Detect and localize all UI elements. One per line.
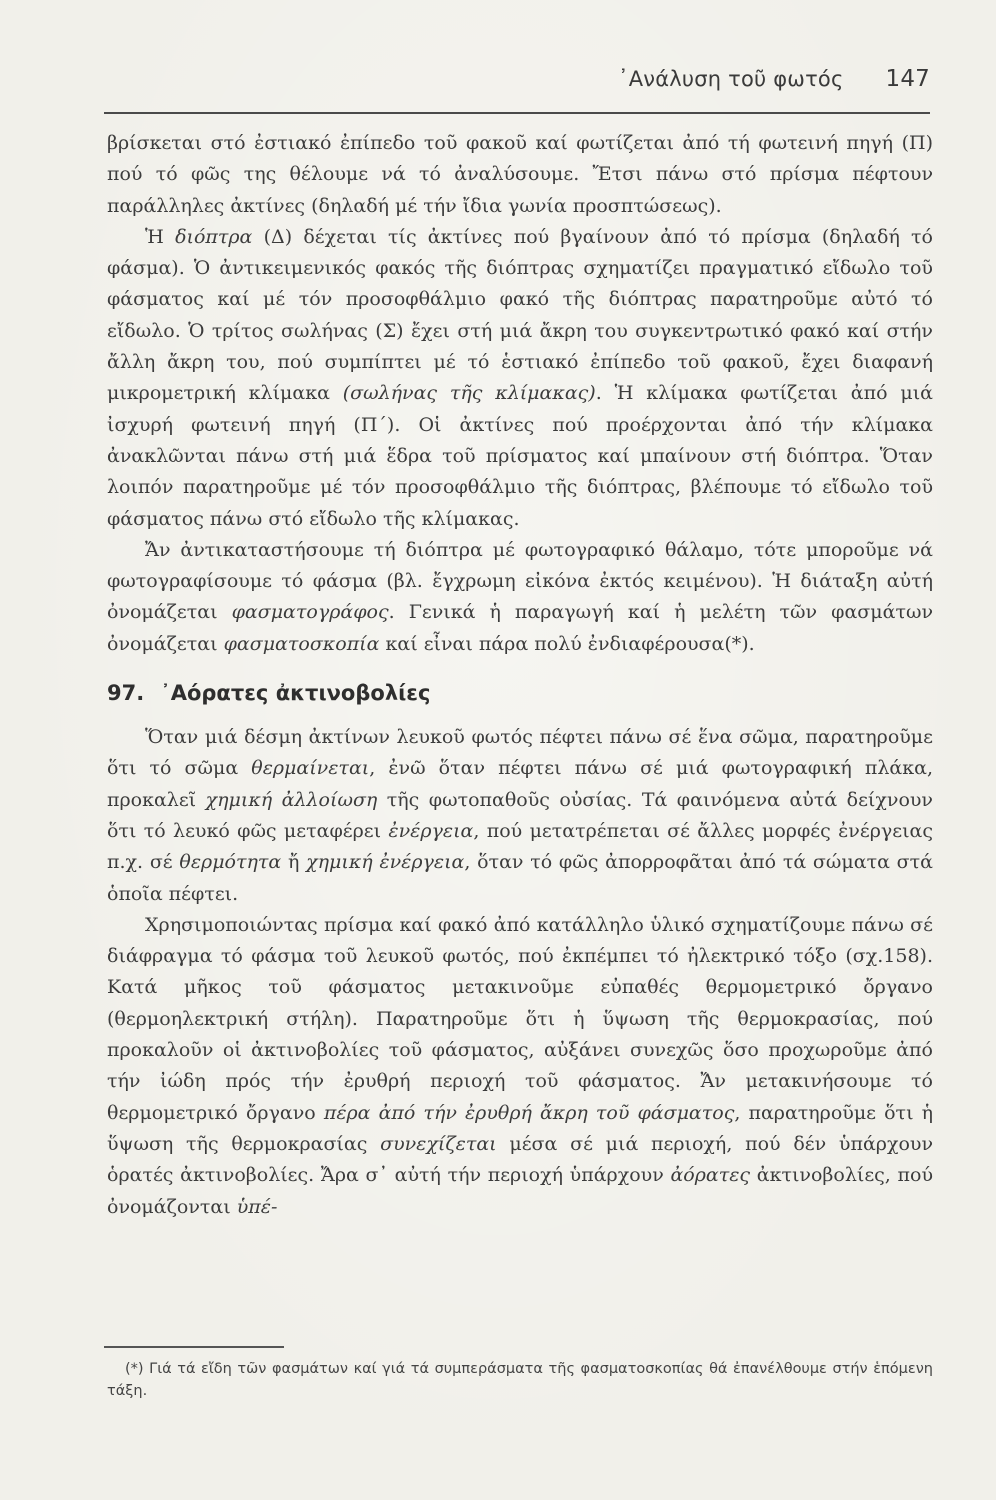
text-run: Ὅταν μιά δέσμη ἀκτίνων λευκοῦ φωτός πέφτει πάνω σέ ἕνα σῶμα, παρατηροῦμε ὅτι τό σῶμα (107, 726, 933, 780)
paragraph (107, 222, 933, 535)
text-run: καί εἶναι πάρα πολύ ἐνδιαφέρουσα(*). (379, 632, 755, 655)
paragraph (107, 535, 933, 660)
text-run: Χρησιμοποιώντας πρίσμα καί φακό ἀπό κατάλληλο ὑλικό σχηματίζουμε πάνω σέ διάφραγμα τό φάσμα τοῦ λευκοῦ φωτός, πού ἐκπέμπει τό ἠλεκτρικό τόξο (σχ.158). Κατά μῆκος τοῦ φάσματος μετακινοῦμε εὐπαθές θερμομετρικό ὄργανο (θερμοηλεκτρική στήλη). Παρατηροῦμε ὅτι ἡ ὕψωση τῆς θερμοκρασίας, πού προκαλοῦν οἱ ἀκτινοβολίες τοῦ φάσματος, αὐξάνει συνεχῶς ὅσο προχωροῦμε ἀπό τήν ἰώδη πρός τήν ἐρυθρή περιοχή τοῦ φάσματος. Ἄν μετακινήσουμε τό θερμομετρικό ὄργανο (107, 913, 933, 1124)
text-run: , πού μετατρέπεται σέ ἄλλες μορφές ἐνέργειας π.χ. σέ (107, 819, 933, 874)
text-run: . Γενικά ἡ παραγωγή καί ἡ μελέτη τῶν φασμάτων ὀνομάζεται (107, 601, 933, 655)
text-run: ἀκτινοβολίες, πού ὀνομάζονται (107, 1164, 934, 1218)
italic-term: θερμότητα (179, 851, 282, 874)
section-number: 97. (107, 681, 145, 706)
italic-term: θερμαίνεται (251, 757, 370, 780)
italic-term: πέρα ἀπό τήν ἐρυθρή ἄκρη τοῦ φάσματος (323, 1101, 735, 1124)
text-run: , ὅταν τό φῶς ἀπορροφᾶται ἀπό τά σώματα στά ὁποῖα πέφτει. (107, 851, 933, 905)
paragraph (107, 910, 933, 1223)
text-run: , ἐνῶ ὅταν πέφτει πάνω σέ μιά φωτογραφική πλάκα, προκαλεῖ (107, 757, 933, 811)
text-run: Ἄν ἀντικαταστήσουμε τή διόπτρα μέ φωτογραφικό θάλαμο, τότε μποροῦμε νά φωτογραφίσουμε τό φάσμα (βλ. ἔγχρωμη εἰκόνα ἐκτός κειμένου). Ἡ διάταξη αὐτή ὀνομάζεται (107, 538, 933, 624)
running-title: ᾿Ανάλυση τοῦ φωτός (618, 67, 844, 91)
italic-term: χημική ἀλλοίωση (205, 788, 378, 811)
text-run: (Δ) δέχεται τίς ἀκτίνες πού βγαίνουν ἀπό τό πρίσμα (δηλαδή τό φάσμα). Ὁ ἀντικειμενικός φακός τῆς διόπτρας σχηματίζει πραγματικό εἴδωλο τοῦ φάσματος καί μέ τόν προσοφθάλμιο φακό τῆς διόπτρας παρατηροῦμε αὐτό τό εἴδωλο. Ὁ τρίτος σωλήνας (Σ) ἔχει στή μιά ἄκρη του συγκεντρωτικό φακό καί στήν ἄλλη ἄκρη του, πού συμπίπτει μέ τό ἑστιακό ἐπίπεδο τοῦ φακοῦ, ἔχει διαφανή μικρομετρική κλίμακα (107, 225, 933, 405)
section-heading (107, 676, 933, 710)
italic-term: (σωλήνας τῆς κλίμακας) (342, 382, 596, 405)
section-paragraphs (107, 722, 933, 1223)
text-run: μέσα σέ μιά περιοχή, πού δέν ὑπάρχουν ὁρατές ἀκτινοβολίες. Ἄρα σ᾿ αὐτή τήν περιοχή ὑπάρχουν (107, 1132, 933, 1187)
text-run: . Ἡ κλίμακα φωτίζεται ἀπό μιά ἰσχυρή φωτεινή πηγή (Π΄). Οἱ ἀκτίνες πού προέρχονται ἀπό τήν κλίμακα ἀνακλῶνται πάνω στή μιά ἕδρα τοῦ πρίσματος καί μπαίνουν στή διόπτρα. Ὅταν λοιπόν παρατηροῦμε μέ τόν προσοφθάλμιο τῆς διόπτρας, βλέπουμε τό εἴδωλο τοῦ φάσματος πάνω στό εἴδωλο τῆς κλίμακας. (107, 382, 933, 530)
italic-term: συνεχίζεται (380, 1132, 497, 1155)
body-text (107, 128, 933, 1223)
section-title: ᾿Αόρατες ἀκτινοβολίες (160, 681, 431, 706)
italic-term: χημική ἐνέργεια (306, 851, 465, 874)
paragraph (107, 722, 933, 910)
paragraph (107, 128, 933, 222)
italic-term: ὑπέ- (236, 1195, 278, 1218)
running-header (618, 66, 930, 92)
italic-term: ἀόρατες (670, 1164, 751, 1187)
text-run: , παρατηροῦμε ὅτι ἡ ὕψωση τῆς θερμοκρασίας (107, 1101, 933, 1155)
footnote-rule (104, 1346, 284, 1348)
italic-term: φασματογράφος (231, 601, 389, 624)
page-number: 147 (885, 66, 930, 92)
italic-term: ἐνέργεια (388, 819, 474, 842)
text-run: ἤ (281, 851, 307, 874)
italic-term: φασματοσκοπία (223, 632, 380, 655)
footnote: (*) Γιά τά εἴδη τῶν φασμάτων καί γιά τά συμπεράσματα τῆς φασματοσκοπίας θά ἐπανέλθουμε στήν ἑπόμενη τάξη. (107, 1361, 933, 1399)
text-run: τῆς φωτοπαθοῦς οὐσίας. Τά φαινόμενα αὐτά δείχνουν ὅτι τό λευκό φῶς μεταφέρει (107, 788, 933, 842)
text-run: Ἡ (145, 225, 176, 248)
header-rule (104, 112, 930, 114)
paragraphs-before-section (107, 128, 933, 660)
italic-term: διόπτρα (175, 225, 253, 248)
text-run: βρίσκεται στό ἐστιακό ἐπίπεδο τοῦ φακοῦ καί φωτίζεται ἀπό τή φωτεινή πηγή (Π) πού τό φῶς της θέλουμε νά τό ἀναλύσουμε. Ἔτσι πάνω στό πρίσμα πέφτουν παράλληλες ἀκτίνες (δηλαδή μέ τήν ἴδια γωνία προσπτώσεως). (107, 132, 933, 217)
